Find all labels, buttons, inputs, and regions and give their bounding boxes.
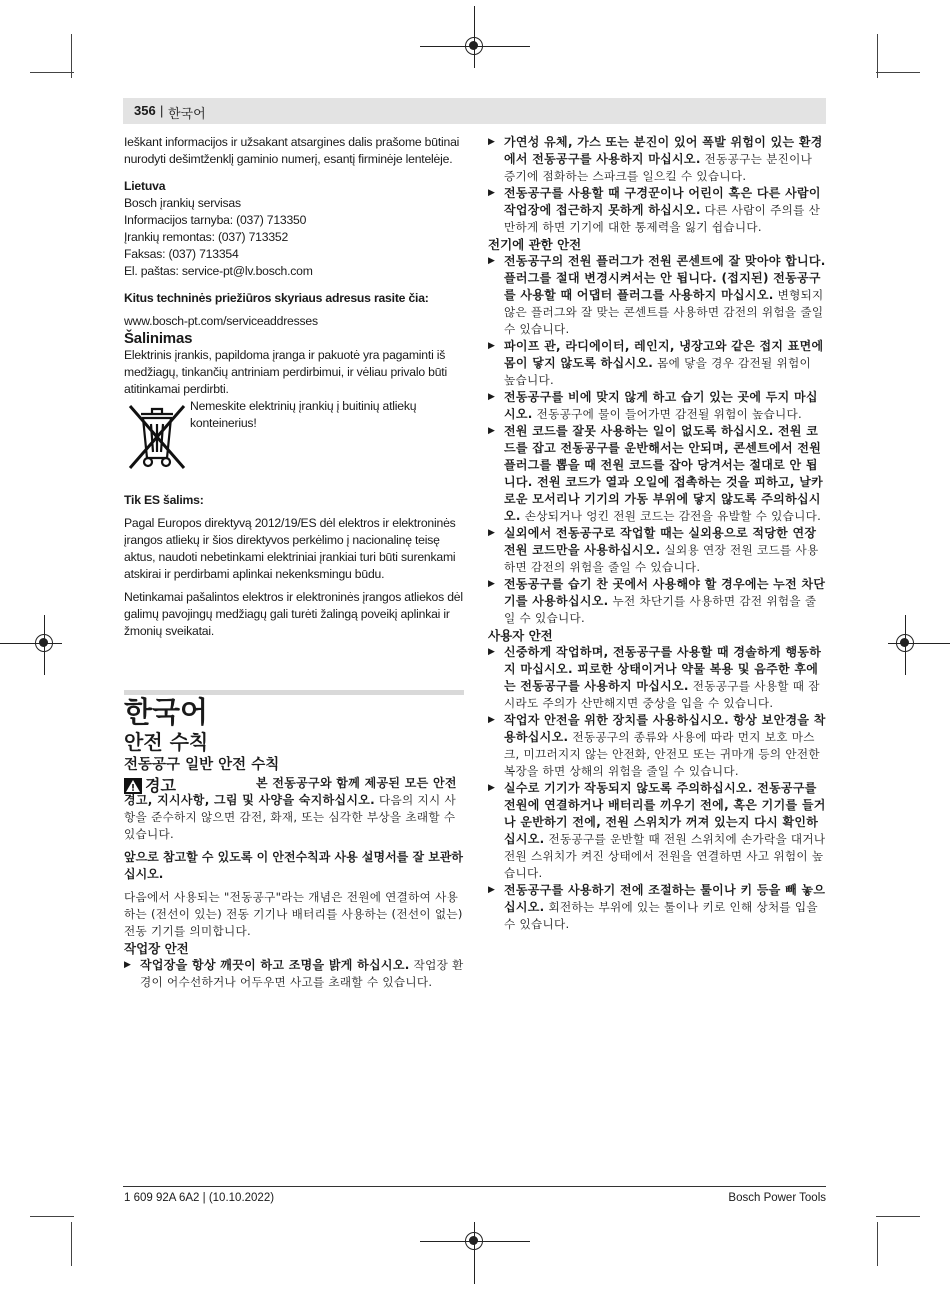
right-column	[488, 134, 826, 933]
item-text: 전동공구에 물이 들어가면 감전될 위험이 높습니다.	[532, 407, 803, 421]
registration-mark-icon	[465, 37, 483, 55]
warning-label	[124, 777, 176, 794]
item-text: 작업장 환경이 어수선하거나 어두우면 사고를 초래할 수 있습니다.	[140, 958, 464, 989]
electrical-title: 전기에 관한 안전	[488, 237, 582, 252]
warning-text: 다음의 지시 사항을 준수하지 않으면 감전, 화재, 또는 심각한 부상을 초래할 수 있습니다.	[124, 793, 456, 841]
list-item	[488, 525, 826, 576]
disposal-title: Šalinimas	[124, 330, 193, 347]
registration-mark-icon	[896, 634, 914, 652]
registration-mark-icon	[35, 634, 53, 652]
list-item	[488, 780, 826, 882]
lietuva-line: El. paštas: service-pt@lv.bosch.com	[124, 264, 313, 278]
item-bold: 전원 코드를 잘못 사용하는 일이 없도록 하십시오. 전원 코드를 잡고 전동공구를 운반해서는 안되며, 콘센트에서 전원 플러그를 뽑을 때 전원 코드를 잡아 당겨서는 절대로 안 됩니다. 전원 코드가 열과 오일에 접촉하는 것을 피하고, 날카로운 모서리나 기기의 가동 부위에 닿지 않도록 주의하십시오.	[504, 424, 824, 523]
item-bold: 전동공구의 전원 플러그가 전원 콘센트에 잘 맞아야 합니다. 플러그를 절대 변경시켜서는 안 됩니다. (접지된) 전동공구를 사용할 때 어댑터 플러그를 사용하지 마십시오.	[504, 254, 826, 302]
more-addresses-title: Kitus techninės priežiūros skyriaus adresus rasite čia:	[124, 291, 429, 305]
item-text: 다른 사람이 주의를 산만하게 하면 기기에 대한 통제력을 잃기 쉽습니다.	[504, 203, 821, 234]
item-bold: 파이프 관, 라디에이터, 레인지, 냉장고와 같은 접지 표면에 몸이 닿지 않도록 하십시오.	[504, 339, 824, 370]
crop-mark	[71, 1222, 72, 1266]
left-column	[124, 134, 464, 991]
item-bold: 신중하게 작업하며, 전동공구를 사용할 때 경솔하게 행동하지 마십시오. 피로한 상태이거나 약물 복용 및 음주한 후에는 전동공구를 사용하지 마십시오.	[504, 645, 822, 693]
footer-doc-number: 1 609 92A 6A2 | (10.10.2022)	[124, 1192, 275, 1204]
item-text: 전동공구의 종류와 사용에 따라 먼지 보호 마스크, 미끄러지지 않는 안전화, 안전모 또는 귀마개 등의 안전한 복장을 하면 상해의 위험을 줄일 수 있습니다.	[504, 730, 820, 778]
item-bold: 전동공구를 비에 맞지 않게 하고 습기 있는 곳에 두지 마십시오.	[504, 390, 818, 421]
item-text: 몸에 닿을 경우 감전될 위험이 높습니다.	[504, 356, 812, 387]
item-text: 전동공구를 운반할 때 전원 스위치에 손가락을 대거나 전원 스위치가 켜진 상태에서 전원을 연결하면 사고 위험이 높습니다.	[504, 832, 826, 880]
crop-mark	[30, 1216, 74, 1217]
lietuva-line: Bosch įrankių servisas	[124, 196, 241, 210]
disposal-text: Elektrinis įrankis, papildoma įranga ir pakuotė yra pagaminti iš medžiagų, tinkančių antriniam perdirbimui, ir vėliau privalo būti atitinkamai perdirbti.	[124, 348, 447, 396]
list-item	[488, 389, 826, 423]
eu-title: Tik ES šalims:	[124, 493, 204, 507]
lietuva-line: Informacijos tarnyba: (037) 713350	[124, 213, 307, 227]
general-safety-heading: 전동공구 일반 안전 수칙	[124, 757, 280, 773]
item-text: 실외용 연장 전원 코드를 사용하면 감전의 위험을 줄일 수 있습니다.	[504, 543, 819, 574]
registration-mark-icon	[465, 1232, 483, 1250]
page-number: 356	[134, 103, 156, 118]
crop-mark	[877, 1222, 878, 1266]
warning-label-text: 경고	[145, 776, 176, 795]
item-bold: 작업장을 항상 깨끗이 하고 조명을 밝게 하십시오.	[140, 958, 410, 972]
item-bold: 전동공구를 습기 찬 곳에서 사용해야 할 경우에는 누전 차단기를 사용하십시오.	[504, 577, 826, 608]
keep-instructions: 앞으로 참고할 수 있도록 이 안전수칙과 사용 설명서를 잘 보관하십시오.	[124, 850, 463, 881]
item-bold: 실수로 기기가 작동되지 않도록 주의하십시오. 전동공구를 전원에 연결하거나 배터리를 끼우기 전에, 혹은 기기를 들거나 운반하기 전에, 전원 스위치가 꺼져 있는지 다시 확인하십시오.	[504, 781, 826, 846]
language-heading: 한국어	[124, 695, 209, 729]
warning-triangle-icon	[124, 778, 142, 794]
list-item	[488, 338, 826, 389]
list-item	[488, 253, 826, 338]
weee-text: Nemeskite elektrinių įrankių į buitinių atliekų konteinerius!	[190, 399, 417, 430]
list-item	[488, 882, 826, 933]
warning-bold: 본 전동공구와 함께 제공된 모든 안전경고, 지시사항, 그림 및 사양을 숙지하십시오.	[124, 776, 457, 807]
crossed-bin-icon	[124, 400, 190, 472]
lietuva-line: Faksas: (037) 713354	[124, 247, 239, 261]
item-bold: 작업자 안전을 위한 장치를 사용하십시오. 항상 보안경을 착용하십시오.	[504, 713, 826, 744]
more-addresses-url[interactable]: www.bosch-pt.com/serviceaddresses	[124, 314, 318, 328]
lietuva-line: Įrankių remontas: (037) 713352	[124, 230, 289, 244]
crop-mark	[30, 72, 74, 73]
item-bold: 전동공구를 사용하기 전에 조절하는 툴이나 키 등을 빼 놓으십시오.	[504, 883, 826, 914]
crop-mark	[876, 1216, 920, 1217]
safety-heading: 안전 수칙	[124, 730, 209, 754]
intro-text: Ieškant informacijos ir užsakant atsargines dalis prašome būtinai nurodyti dešimtženklį gaminio numerį, esantį firminėje lentelėje.	[124, 135, 460, 166]
warning-block	[124, 775, 464, 843]
list-item	[488, 644, 826, 712]
weee-block	[124, 398, 464, 472]
footer-brand: Bosch Power Tools	[728, 1192, 826, 1204]
list-item	[488, 712, 826, 780]
eu-text-1: Pagal Europos direktyvą 2012/19/ES dėl elektros ir elektroninės įrangos atliekų ir šios direktyvos perkėlimo į nacionalinę teisę aktus, naudoti nebetinkami elektriniai įrankiai turi būti surenkami atskirai ir perdirbami aplinkai nekenksmingu būdu.	[124, 516, 456, 581]
item-text: 변형되지 않은 플러그와 잘 맞는 콘센트를 사용하면 감전의 위험을 줄일 수 있습니다.	[504, 288, 824, 336]
list-item	[488, 423, 826, 525]
item-bold: 가연성 유체, 가스 또는 분진이 있어 폭발 위험이 있는 환경에서 전동공구를 사용하지 마십시오.	[504, 135, 823, 166]
item-text: 전동공구를 사용할 때 잠시라도 주의가 산만해지면 중상을 입을 수 있습니다.	[504, 679, 820, 710]
list-item	[488, 134, 826, 185]
work-area-title: 작업장 안전	[124, 941, 189, 956]
list-item	[488, 576, 826, 627]
crop-mark	[876, 72, 920, 73]
item-text: 전동공구는 분진이나 증기에 점화하는 스파크를 일으킬 수 있습니다.	[504, 152, 813, 183]
header-bar	[123, 98, 826, 124]
item-bold: 실외에서 전동공구로 작업할 때는 실외용으로 적당한 연장 전원 코드만을 사용하십시오.	[504, 526, 817, 557]
definition-text: 다음에서 사용되는 "전동공구"라는 개념은 전원에 연결하여 사용하는 (전선이 있는) 전동 기기나 배터리를 사용하는 (전선이 없는) 전동 기기를 의미합니다.	[124, 890, 463, 938]
item-text: 누전 차단기를 사용하면 감전 위험을 줄일 수 있습니다.	[504, 594, 817, 625]
item-text: 회전하는 부위에 있는 툴이나 키로 인해 상처를 입을 수 있습니다.	[504, 900, 818, 931]
item-bold: 전동공구를 사용할 때 구경꾼이나 어린이 혹은 다른 사람이 작업장에 접근하지 못하게 하십시오.	[504, 186, 821, 217]
list-item	[124, 957, 464, 991]
header-language: 한국어	[168, 107, 206, 122]
footer-divider	[123, 1186, 826, 1187]
personal-safety-title: 사용자 안전	[488, 628, 553, 643]
item-text: 손상되거나 엉킨 전원 코드는 감전을 유발할 수 있습니다.	[520, 509, 822, 523]
header-separator: |	[160, 103, 164, 118]
list-item	[488, 185, 826, 236]
eu-text-2: Netinkamai pašalintos elektros ir elektroninės įrangos atliekos dėl galimų pavojingų medžiagų gali turėti žalingą poveikį aplinkai ir žmonių sveikatai.	[124, 590, 463, 638]
lietuva-title: Lietuva	[124, 179, 166, 193]
